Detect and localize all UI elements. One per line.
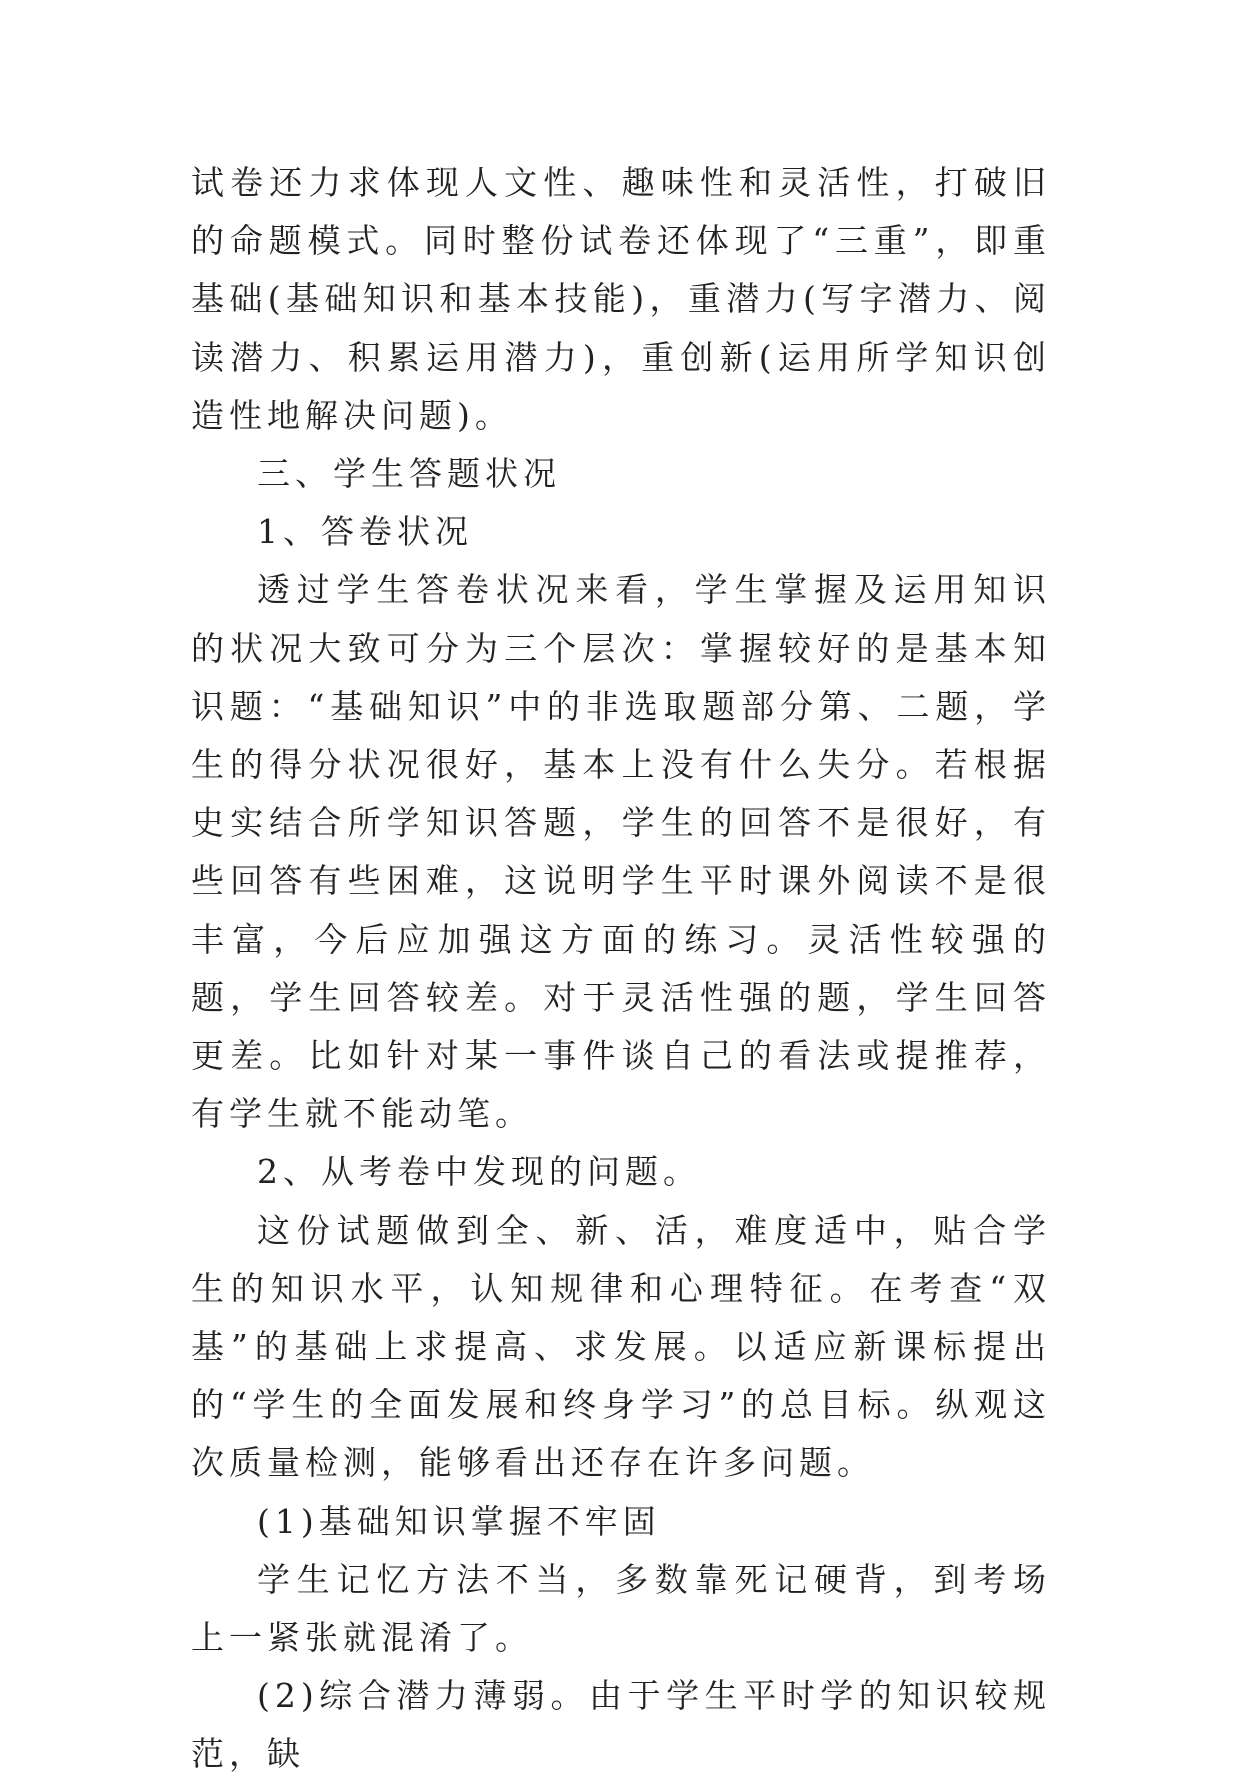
- subheading-problems-found: 2、从考卷中发现的问题。: [257, 1152, 701, 1192]
- paragraph-answer-analysis: 透过学生答卷状况来看，学生掌握及运用知识的状况大致可分为三个层次：掌握较好的是基本知识题：“基础知识”中的非选取题部分第、二题，学生的得分状况很好，基本上没有什么失分。若根据史实结合所学知识答题，学生的回答不是很好，有些回答有些困难，这说明学生平时课外阅读不是很丰富，今后应加强这方面的练习。灵活性较强的题，学生回答较差。对于灵活性强的题，学生回答更差。比如针对某一事件谈自己的看法或提推荐，有学生就不能动笔。: [191, 570, 1051, 1134]
- paragraph-comprehensive-ability: (2)综合潜力薄弱。由于学生平时学的知识较规范，缺: [191, 1676, 1051, 1774]
- subheading-answer-status: 1、答卷状况: [257, 512, 473, 552]
- document-body: [191, 154, 1051, 1784]
- paragraph-memory-method: 学生记忆方法不当，多数靠死记硬背，到考场上一紧张就混淆了。: [191, 1559, 1051, 1658]
- subheading-basic-knowledge: (1)基础知识掌握不牢固: [257, 1501, 661, 1541]
- paragraph-problems-overview: 这份试题做到全、新、活，难度适中，贴合学生的知识水平，认知规律和心理特征。在考查“双基”的基础上求提高、求发展。以适应新课标提出的“学生的全面发展和终身学习”的总目标。纵观这次质量检测，能够看出还存在许多问题。: [191, 1210, 1051, 1483]
- paragraph-exam-design: 试卷还力求体现人文性、趣味性和灵活性，打破旧的命题模式。同时整份试卷还体现了“三重”，即重基础(基础知识和基本技能)，重潜力(写字潜力、阅读潜力、积累运用潜力)，重创新(运用所学知识创造性地解决问题)。: [191, 163, 1051, 435]
- section-heading-student-answers: 三、学生答题状况: [257, 454, 561, 494]
